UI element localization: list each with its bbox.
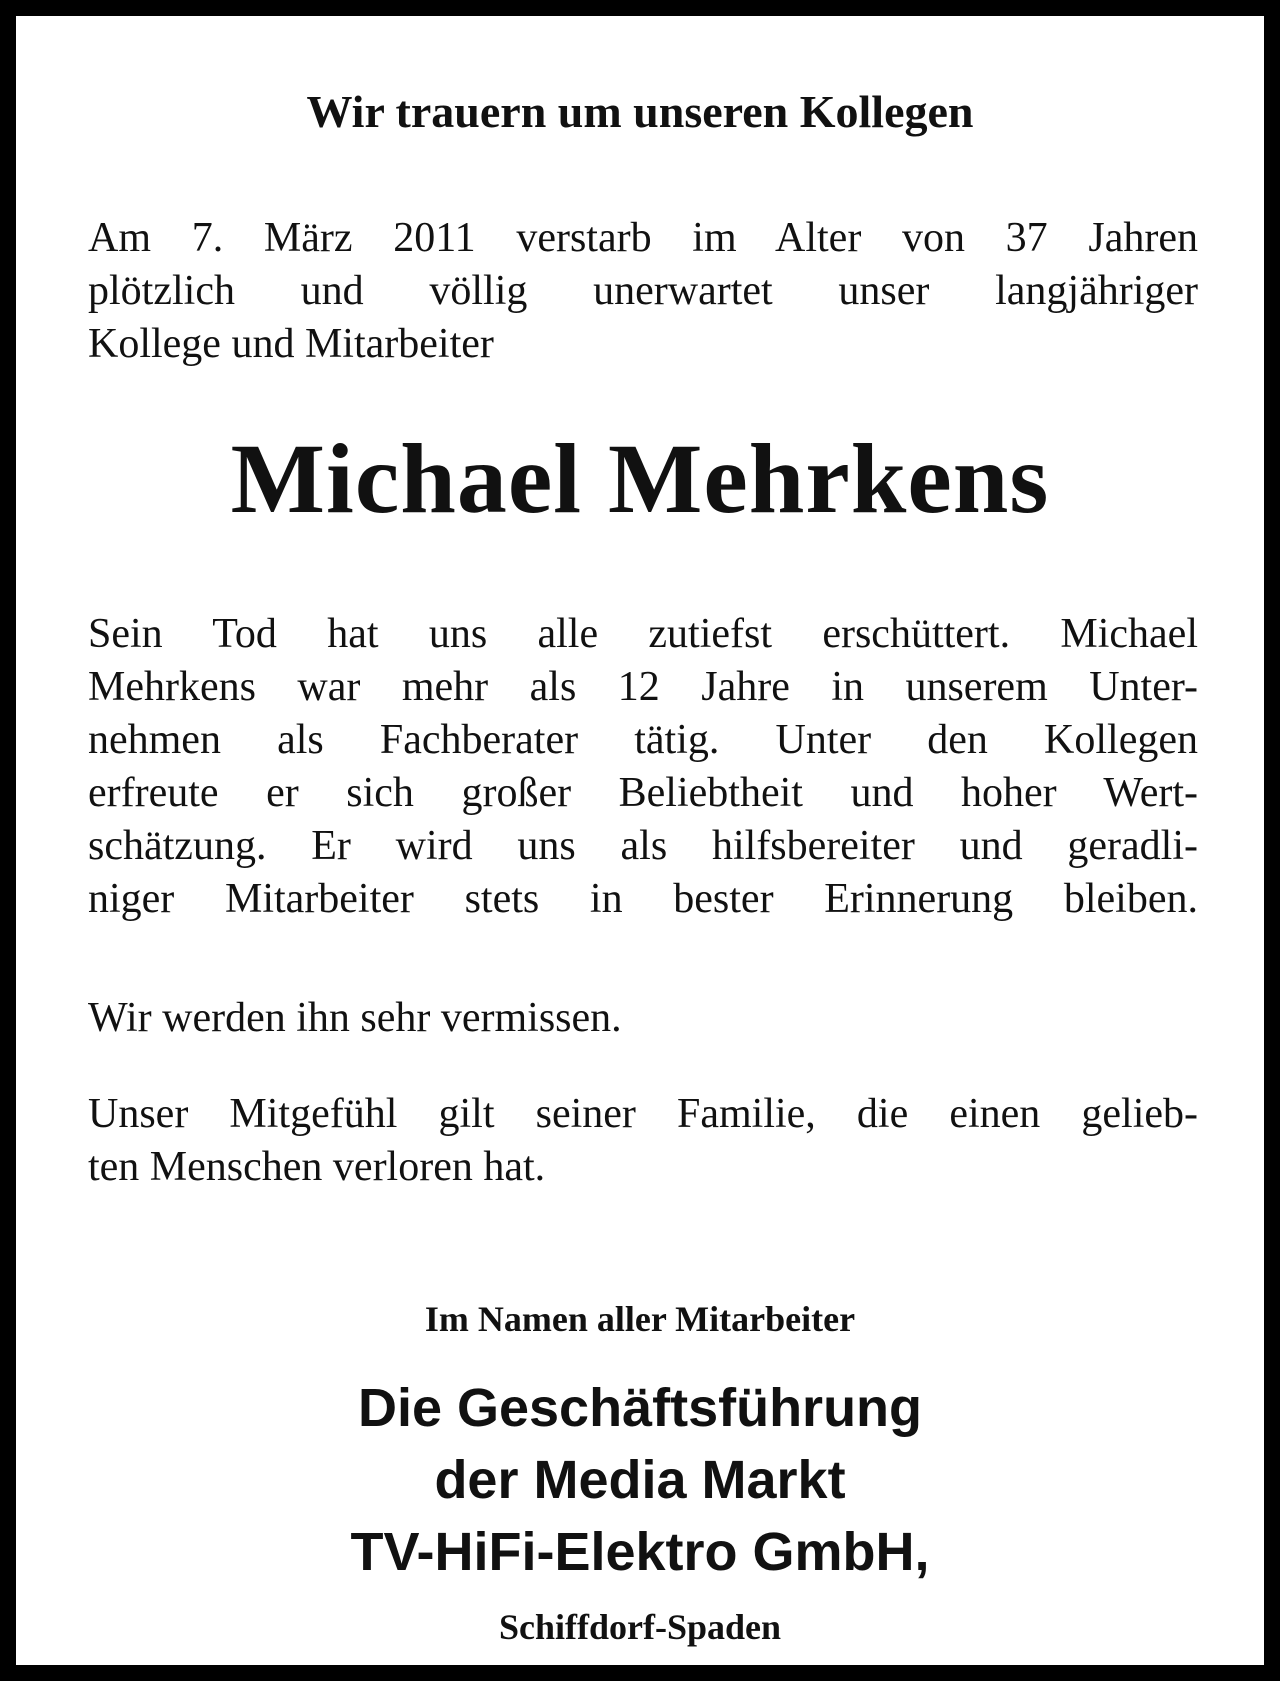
deceased-name: Michael Mehrkens bbox=[230, 423, 1050, 534]
company-line: der Media Markt bbox=[434, 1450, 846, 1510]
body-paragraph bbox=[88, 608, 1198, 926]
notice-heading: Wir trauern um unseren Kollegen bbox=[306, 86, 974, 137]
sympathy-line: Unser Mitgefühl gilt seiner Familie, die einen gelieb- bbox=[88, 1091, 1198, 1137]
company-location: Schiffdorf-Spaden bbox=[498, 1607, 782, 1647]
body-line: erfreute er sich großer Beliebtheit und hoher Wert- bbox=[88, 770, 1198, 816]
body-line: niger Mitarbeiter stets in bester Erinnerung bleiben. bbox=[88, 876, 1198, 922]
body-line: Mehrkens war mehr als 12 Jahre in unserem Unter- bbox=[88, 664, 1198, 710]
sympathy-line: ten Menschen verloren hat. bbox=[88, 1144, 546, 1190]
body-line: Sein Tod hat uns alle zutiefst erschüttert. Michael bbox=[88, 611, 1198, 657]
miss-paragraph bbox=[88, 992, 1198, 1045]
intro-line: Am 7. März 2011 verstarb im Alter von 37 Jahren bbox=[88, 215, 1198, 261]
body-line: nehmen als Fachberater tätig. Unter den Kollegen bbox=[88, 717, 1198, 763]
signature-intro: Im Namen aller Mitarbeiter bbox=[424, 1299, 856, 1339]
intro-line: Kollege und Mitarbeiter bbox=[88, 321, 494, 367]
company-line: Die Geschäftsführung bbox=[357, 1378, 923, 1438]
miss-line: Wir werden ihn sehr vermissen. bbox=[88, 995, 622, 1041]
intro-paragraph bbox=[88, 212, 1198, 371]
body-line: schätzung. Er wird uns als hilfsbereiter und geradli- bbox=[88, 823, 1198, 869]
company-signature bbox=[16, 1372, 1264, 1588]
intro-line: plötzlich und völlig unerwartet unser langjähriger bbox=[88, 268, 1198, 314]
company-line: TV-HiFi-Elektro GmbH, bbox=[350, 1522, 930, 1582]
sympathy-paragraph bbox=[88, 1088, 1198, 1194]
